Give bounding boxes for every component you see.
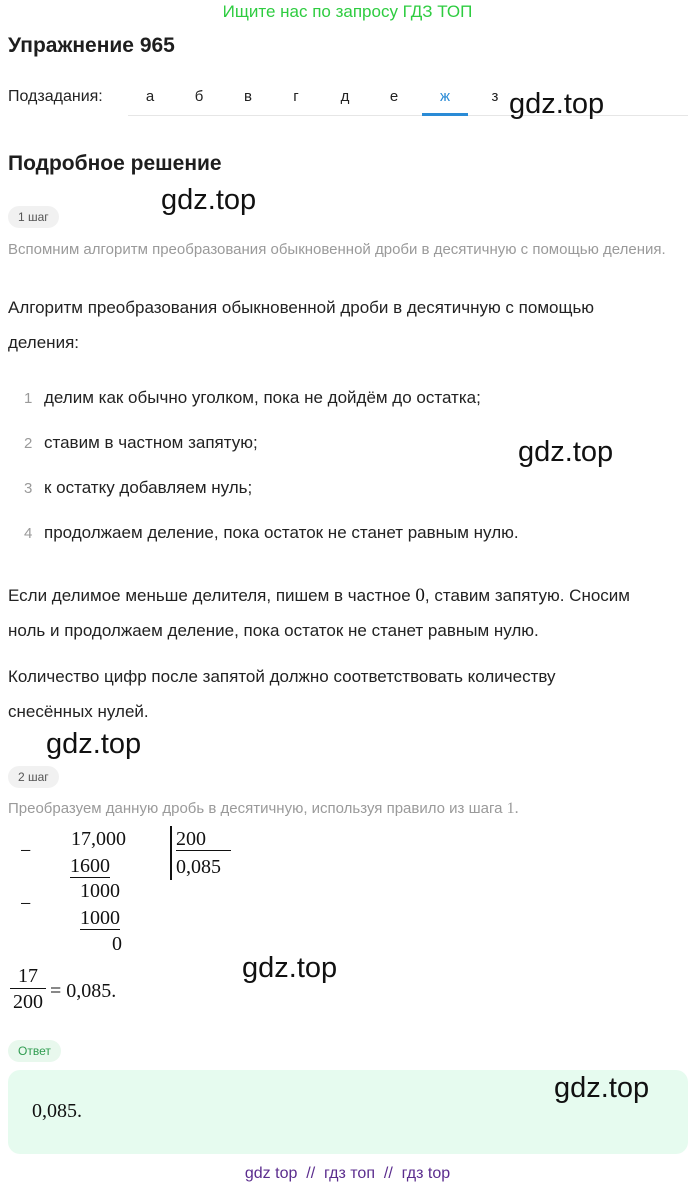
rule-2-line1: Количество цифр после запятой должно соответствовать количеству	[8, 667, 556, 686]
step-2-hint-text: Преобразуем данную дробь в десятичную, используя правило из шага	[8, 800, 507, 817]
list-item: ставим в частном запятую;	[44, 433, 258, 452]
division-bar	[170, 826, 172, 880]
result-fraction	[10, 964, 46, 1015]
tab-subtask-b[interactable]: б	[194, 88, 204, 105]
subtrahend-1: 1600	[70, 855, 110, 877]
list-item-number: 4	[24, 525, 33, 542]
minus-sign: −	[20, 840, 32, 862]
tab-subtask-d[interactable]: д	[340, 88, 350, 105]
page-title: Упражнение 965	[8, 34, 175, 57]
rule-1-text-b: , ставим запятую. Сносим	[424, 586, 630, 605]
subtrahend-2: 1000	[80, 907, 120, 929]
minus-sign: −	[20, 893, 32, 915]
result-equals: = 0,085.	[50, 980, 117, 1002]
active-tab-indicator	[422, 113, 468, 116]
watermark: gdz.top	[509, 88, 605, 120]
footer-links[interactable]: gdz top // гдз топ // гдз top	[244, 1165, 451, 1182]
step-1-badge: 1 шаг	[8, 206, 59, 228]
list-item: продолжаем деление, пока остаток не станет равным нулю.	[44, 523, 519, 542]
tab-subtask-g[interactable]: г	[293, 88, 299, 105]
answer-value: 0,085.	[32, 1100, 82, 1122]
list-item-number: 2	[24, 435, 33, 452]
dividend: 17,000	[71, 828, 126, 850]
rule-2-line2: снесённых нулей.	[8, 702, 149, 721]
watermark: gdz.top	[161, 184, 257, 216]
fraction-denominator: 200	[13, 991, 43, 1013]
rule-1-text-a: Если делимое меньше делителя, пишем в частное	[8, 586, 411, 605]
list-item: к остатку добавляем нуль;	[44, 478, 253, 497]
algorithm-intro-line2: деления:	[8, 333, 79, 352]
fraction-numerator: 17	[10, 964, 46, 989]
step-1-hint: Вспомним алгоритм преобразования обыкновенной дроби в десятичную с помощью деления.	[8, 241, 666, 258]
answer-badge: Ответ	[8, 1040, 61, 1062]
list-item: делим как обычно уголком, пока не дойдём до остатка;	[44, 388, 481, 407]
subtasks-label: Подзадания:	[8, 88, 103, 105]
rule-1-zero: 0	[415, 585, 425, 606]
rule-paragraph-1	[8, 578, 693, 648]
step-2-badge: 2 шаг	[8, 766, 59, 788]
rule-1-line2: ноль и продолжаем деление, пока остаток не станет равным нулю.	[8, 621, 539, 640]
divisor: 200	[176, 828, 231, 851]
quotient: 0,085	[176, 856, 221, 878]
search-banner: Ищите нас по запросу ГДЗ ТОП	[222, 2, 473, 21]
tab-subtask-zh[interactable]: ж	[439, 88, 451, 105]
tab-subtask-v[interactable]: в	[244, 88, 252, 105]
watermark: gdz.top	[46, 728, 142, 760]
step-2-hint	[8, 798, 688, 820]
algorithm-intro	[8, 290, 693, 360]
watermark: gdz.top	[242, 952, 338, 984]
answer-box	[8, 1070, 688, 1154]
step-2-hint-number: 1.	[506, 800, 519, 817]
tab-subtask-a[interactable]: а	[145, 88, 155, 105]
rule-paragraph-2	[8, 659, 693, 729]
solution-heading: Подробное решение	[8, 152, 222, 175]
tab-subtask-e[interactable]: е	[389, 88, 399, 105]
list-item-number: 1	[24, 390, 33, 407]
remainder-final: 0	[112, 933, 122, 955]
watermark: gdz.top	[518, 436, 614, 468]
tab-subtask-z[interactable]: з	[491, 88, 499, 105]
remainder-1: 1000	[80, 880, 120, 902]
list-item-number: 3	[24, 480, 33, 497]
watermark: gdz.top	[554, 1072, 650, 1104]
algorithm-intro-line1: Алгоритм преобразования обыкновенной дроби в десятичную с помощью	[8, 298, 595, 317]
